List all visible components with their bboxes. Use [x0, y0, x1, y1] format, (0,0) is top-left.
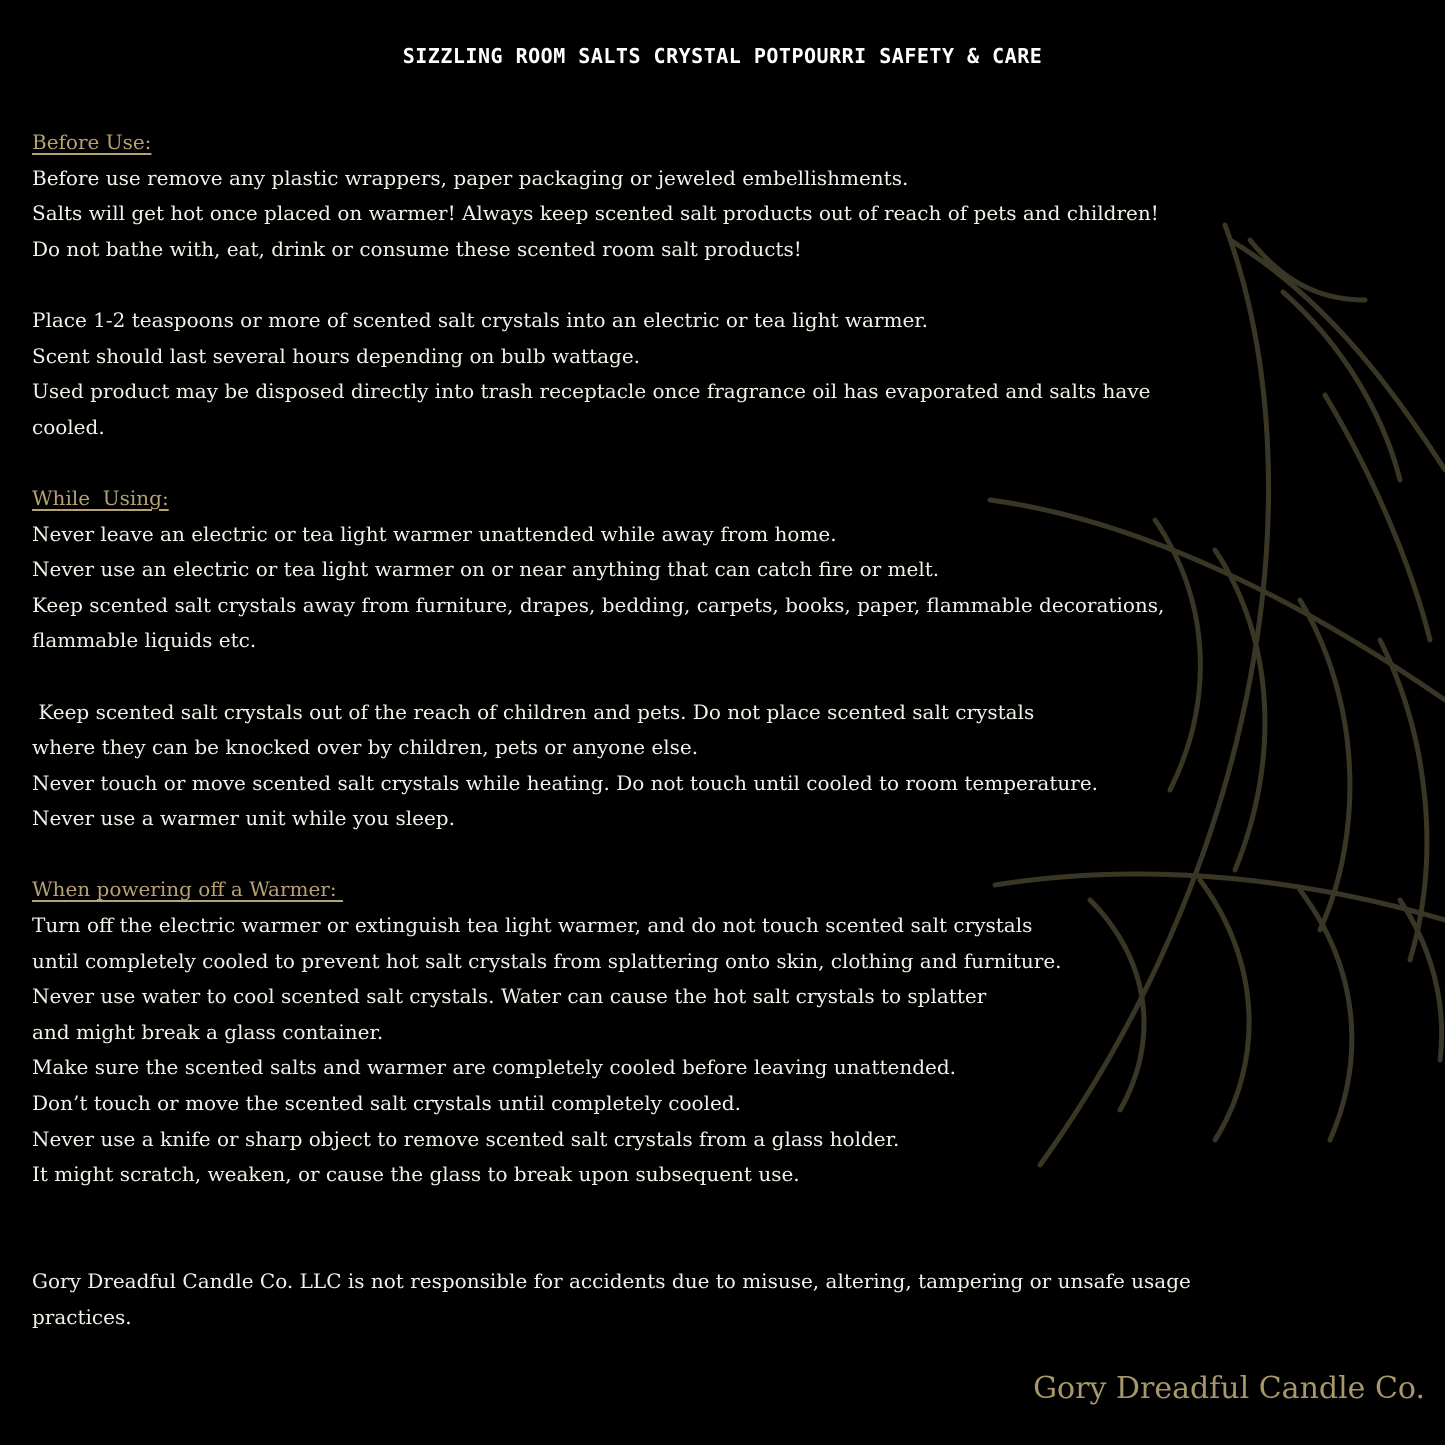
instruction-line: Do not bathe with, eat, drink or consume these scented room salt products! — [32, 236, 802, 261]
brand-wordmark: Gory Dreadful Candle Co. — [1033, 1371, 1425, 1406]
instruction-line: Never use a knife or sharp object to remove scented salt crystals from a glass holder. — [32, 1126, 900, 1151]
page-title: SIZZLING ROOM SALTS CRYSTAL POTPOURRI SAFETY & CARE — [402, 44, 1043, 68]
instruction-line: Don’t touch or move the scented salt crystals until completely cooled. — [32, 1091, 741, 1116]
instruction-line: It might scratch, weaken, or cause the glass to break upon subsequent use. — [32, 1162, 800, 1187]
section-heading-powering-off: When powering off a Warmer: — [32, 877, 343, 902]
instruction-line: Never touch or move scented salt crystals while heating. Do not touch until cooled to room temperature. — [32, 770, 1099, 795]
paragraph-gap — [32, 837, 1422, 873]
instruction-line: Make sure the scented salts and warmer are completely cooled before leaving unattended. — [32, 1055, 956, 1080]
instruction-line: where they can be knocked over by children, pets or anyone else. — [32, 735, 699, 760]
instruction-line: until completely cooled to prevent hot salt crystals from splattering onto skin, clothing and furniture. — [32, 948, 1062, 973]
instruction-line: Salts will get hot once placed on warmer! Always keep scented salt products out of reach of pets and children! — [32, 201, 1159, 226]
instruction-line: Turn off the electric warmer or extinguish tea light warmer, and do not touch scented salt crystals — [32, 913, 1033, 938]
instruction-line: Before use remove any plastic wrappers, paper packaging or jeweled embellishments. — [32, 165, 909, 190]
section-heading-while-using: While Using: — [32, 485, 169, 510]
disclaimer-line: practices. — [32, 1304, 132, 1329]
instruction-line: Keep scented salt crystals away from furniture, drapes, bedding, carpets, books, paper, flammable decorations, — [32, 592, 1165, 617]
instruction-line: Never use an electric or tea light warmer on or near anything that can catch fire or melt. — [32, 557, 940, 582]
paragraph-gap — [32, 445, 1422, 481]
disclaimer-line: Gory Dreadful Candle Co. LLC is not responsible for accidents due to misuse, altering, tampering or unsafe usage — [32, 1269, 1191, 1293]
section-heading-before-use: Before Use: — [32, 130, 152, 154]
instruction-line: Never use water to cool scented salt crystals. Water can cause the hot salt crystals to splatter — [32, 984, 987, 1009]
instruction-line: Never leave an electric or tea light warmer unattended while away from home. — [32, 521, 837, 546]
instruction-line: and might break a glass container. — [32, 1019, 384, 1044]
instruction-line: Used product may be disposed directly into trash receptacle once fragrance oil has evaporated and salts have — [32, 379, 1151, 404]
instruction-line: cooled. — [32, 414, 105, 439]
instruction-line: Never use a warmer unit while you sleep. — [32, 806, 455, 831]
safety-instructions — [32, 125, 1422, 1335]
instruction-line: Place 1-2 teaspoons or more of scented salt crystals into an electric or tea light warmer. — [32, 307, 929, 332]
instruction-line: Keep scented salt crystals out of the reach of children and pets. Do not place scented salt crystals — [32, 699, 1035, 724]
instruction-line: flammable liquids etc. — [32, 628, 257, 653]
paragraph-gap — [32, 1193, 1422, 1264]
paragraph-gap — [32, 267, 1422, 303]
instruction-line: Scent should last several hours depending on bulb wattage. — [32, 343, 641, 368]
paragraph-gap — [32, 659, 1422, 695]
